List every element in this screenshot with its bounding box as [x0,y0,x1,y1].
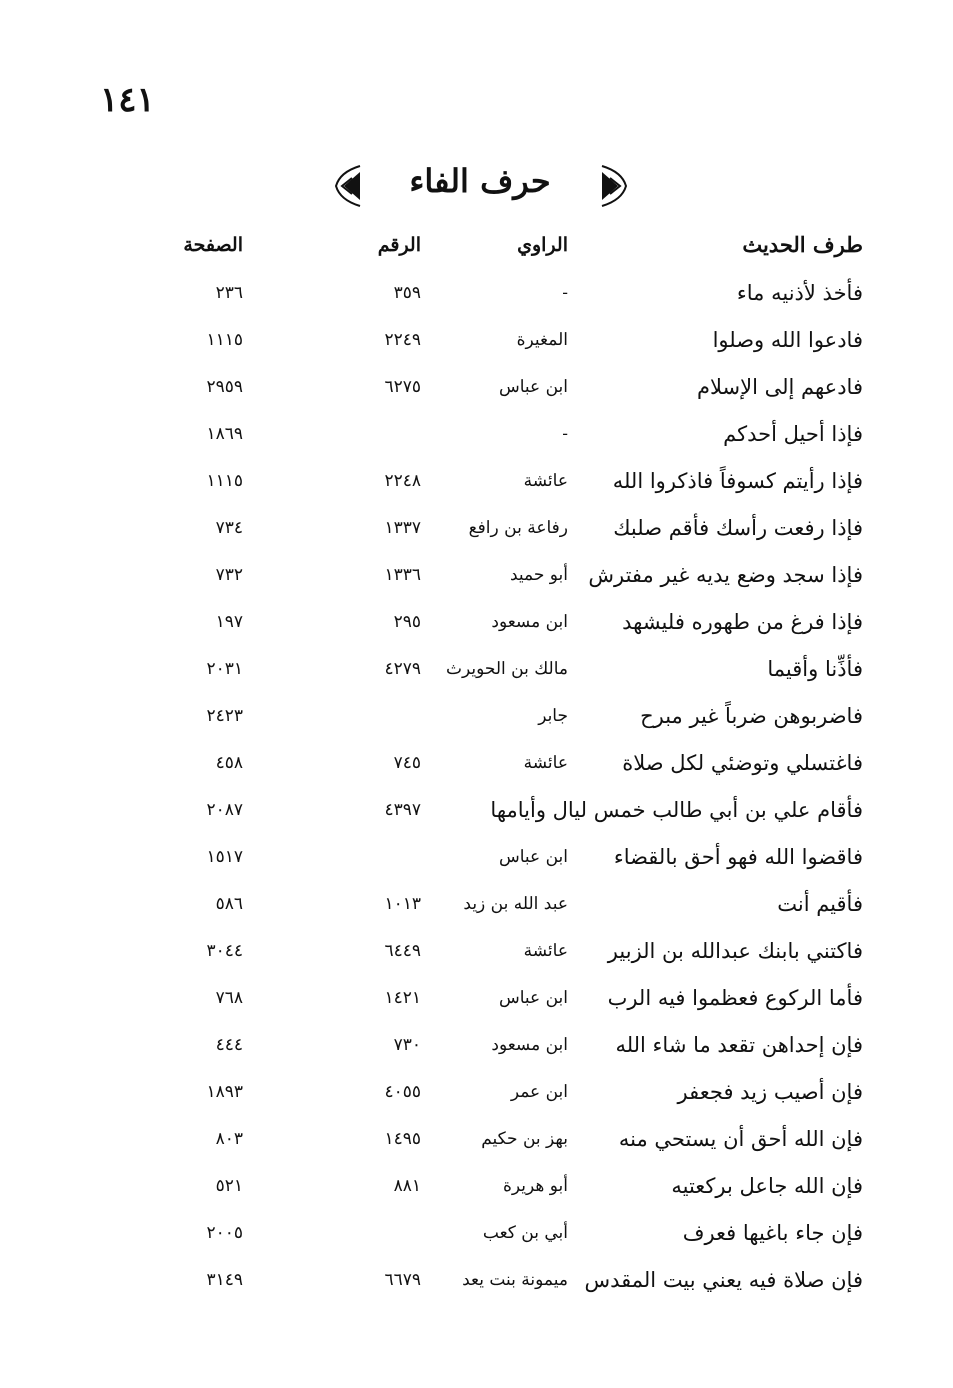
table-row [0,270,953,316]
page-cell: ١١١٥ [206,471,243,491]
narrator-cell: رفاعة بن رافع [468,518,568,538]
page-cell: ١٥١٧ [206,847,243,867]
narrator-cell: أبو هريرة [502,1176,568,1196]
right-ornament-icon [596,162,632,210]
hadith-text: فادعوا الله وصلوا [712,328,863,352]
page-cell: ٤٥٨ [215,753,243,773]
hadith-number-cell: ٢٩٥ [393,612,421,632]
page-cell: ١٩٧ [215,612,243,632]
table-row [0,458,953,504]
narrator-cell: ابن مسعود [491,612,568,632]
hadith-number-cell: ٤٠٥٥ [384,1082,421,1102]
hadith-text: فإن إحداهن تقعد ما شاء الله [615,1033,863,1057]
table-header [0,222,953,268]
column-header-number: الرقم [377,234,421,256]
hadith-text: فإذا أحيل أحدكم [723,422,863,446]
hadith-number-cell: ٧٣٠ [393,1035,421,1055]
hadith-number-cell: ٨٨١ [393,1176,421,1196]
table-row [0,1257,953,1303]
table-row [0,505,953,551]
narrator-cell: ابن عباس [498,988,568,1008]
table-row [0,646,953,692]
narrator-cell: عبد الله بن زيد [463,894,568,914]
table-row [0,552,953,598]
hadith-text: فاغتسلي وتوضئي لكل صلاة [622,751,863,775]
page-cell: ٥٨٦ [215,894,243,914]
narrator-cell: ميمونة بنت يعد [462,1270,568,1290]
narrator-cell: ابن عباس [498,377,568,397]
hadith-text: فإذا فرغ من طهوره فليشهد [622,610,863,634]
table-row [0,1210,953,1256]
table-row [0,1069,953,1115]
table-row [0,317,953,363]
page-cell: ٢٠٣١ [206,659,243,679]
table-row [0,1163,953,1209]
narrator-cell: ابن مسعود [491,1035,568,1055]
hadith-text: فأقيم أنت [777,892,863,916]
hadith-number-cell: ٤٢٧٩ [384,659,421,679]
page-cell: ٢٤٢٣ [206,706,243,726]
narrator-cell: مالك بن الحويرث [445,659,568,679]
hadith-text: فإن صلاة فيه يعني بيت المقدس [584,1268,863,1292]
hadith-number-cell: ٧٤٥ [393,753,421,773]
page-cell: ٢٣٦ [215,283,243,303]
table-row [0,881,953,927]
table-row [0,364,953,410]
left-ornament-icon [330,162,366,210]
hadith-number-cell: ٤٣٩٧ [384,800,421,820]
hadith-text: فاكتني بابنك عبدالله بن الزبير [607,939,863,963]
page-cell: ١١١٥ [206,330,243,350]
narrator-cell: المغيرة [516,330,568,350]
table-row [0,693,953,739]
hadith-text: فإذا رفعت رأسك فأقم صلبك [613,516,863,540]
page-number: ١٤١ [100,80,155,120]
page-cell: ٨٠٣ [215,1129,243,1149]
hadith-text: فإن الله أحق أن يستحي منه [618,1127,863,1151]
hadith-text: فإن أصيب زيد فجعفر [677,1080,863,1104]
page-cell: ٢٠٨٧ [206,800,243,820]
narrator-cell: - [562,424,568,444]
hadith-text: فاقضوا الله فهو أحق بالقضاء [613,845,863,869]
table-row [0,740,953,786]
hadith-number-cell: ١٣٣٧ [384,518,421,538]
hadith-text: فأخذ لأذنيه ماء [736,281,863,305]
page-cell: ٧٣٤ [215,518,243,538]
narrator-cell: عائشة [523,753,568,773]
column-header-text: طرف الحديث [742,232,863,257]
page-cell: ٧٣٢ [215,565,243,585]
hadith-text: فأما الركوع فعظموا فيه الرب [607,986,863,1010]
hadith-number-cell: ٦٤٤٩ [384,941,421,961]
hadith-text: فإذا سجد وضع يديه غير مفترش [588,563,863,587]
hadith-number-cell: ١٣٣٦ [384,565,421,585]
hadith-text: فادعهم إلى الإسلام [696,375,863,399]
table-row [0,1116,953,1162]
narrator-cell: عائشة [523,471,568,491]
hadith-text: فأذِّنا وأقيما [767,657,863,681]
page-cell: ٤٤٤ [215,1035,243,1055]
page-cell: ٣٠٤٤ [206,941,243,961]
page-cell: ٧٦٨ [215,988,243,1008]
narrator-cell: ابن عباس [498,847,568,867]
narrator-cell: أبو حميد [509,565,568,585]
narrator-cell: جابر [538,706,568,726]
narrator-cell: أبي بن كعب [482,1223,568,1243]
hadith-text: فاضربوهن ضرباً غير مبرح [640,704,863,728]
narrator-cell: - [562,283,568,303]
column-header-narrator: الراوي [517,234,568,256]
hadith-text: فإن الله جاعل بركعتيه [671,1174,863,1198]
table-row [0,975,953,1021]
hadith-number-cell: ٦٢٧٥ [384,377,421,397]
section-heading [0,160,953,216]
table-row [0,787,953,833]
table-row [0,1022,953,1068]
hadith-text: فإن جاء باغيها فعرف [682,1221,863,1245]
table-row [0,411,953,457]
hadith-number-cell: ٢٢٤٩ [384,330,421,350]
narrator-cell: ابن عمر [510,1082,568,1102]
table-row [0,599,953,645]
hadith-number-cell: ١٤٢١ [384,988,421,1008]
section-title: حرف الفاء [409,162,551,200]
table-row [0,834,953,880]
hadith-number-cell: ٦٦٧٩ [384,1270,421,1290]
page-cell: ٣١٤٩ [206,1270,243,1290]
hadith-number-cell: ٢٢٤٨ [384,471,421,491]
page-cell: ٢٠٠٥ [206,1223,243,1243]
page-cell: ٢٩٥٩ [206,377,243,397]
page-cell: ١٨٦٩ [206,424,243,444]
page-cell: ١٨٩٣ [206,1082,243,1102]
narrator-cell: بهز بن حكيم [481,1129,568,1149]
narrator-cell: عائشة [523,941,568,961]
hadith-number-cell: ١٠١٣ [384,894,421,914]
hadith-number-cell: ١٤٩٥ [384,1129,421,1149]
table-row [0,928,953,974]
column-header-page: الصفحة [183,234,243,256]
page-cell: ٥٢١ [215,1176,243,1196]
hadith-text: فإذا رأيتم كسوفاً فاذكروا الله [612,469,863,493]
hadith-number-cell: ٣٥٩ [393,283,421,303]
hadith-text: فأقام علي بن أبي طالب خمس ليال وأيامها [490,798,863,822]
